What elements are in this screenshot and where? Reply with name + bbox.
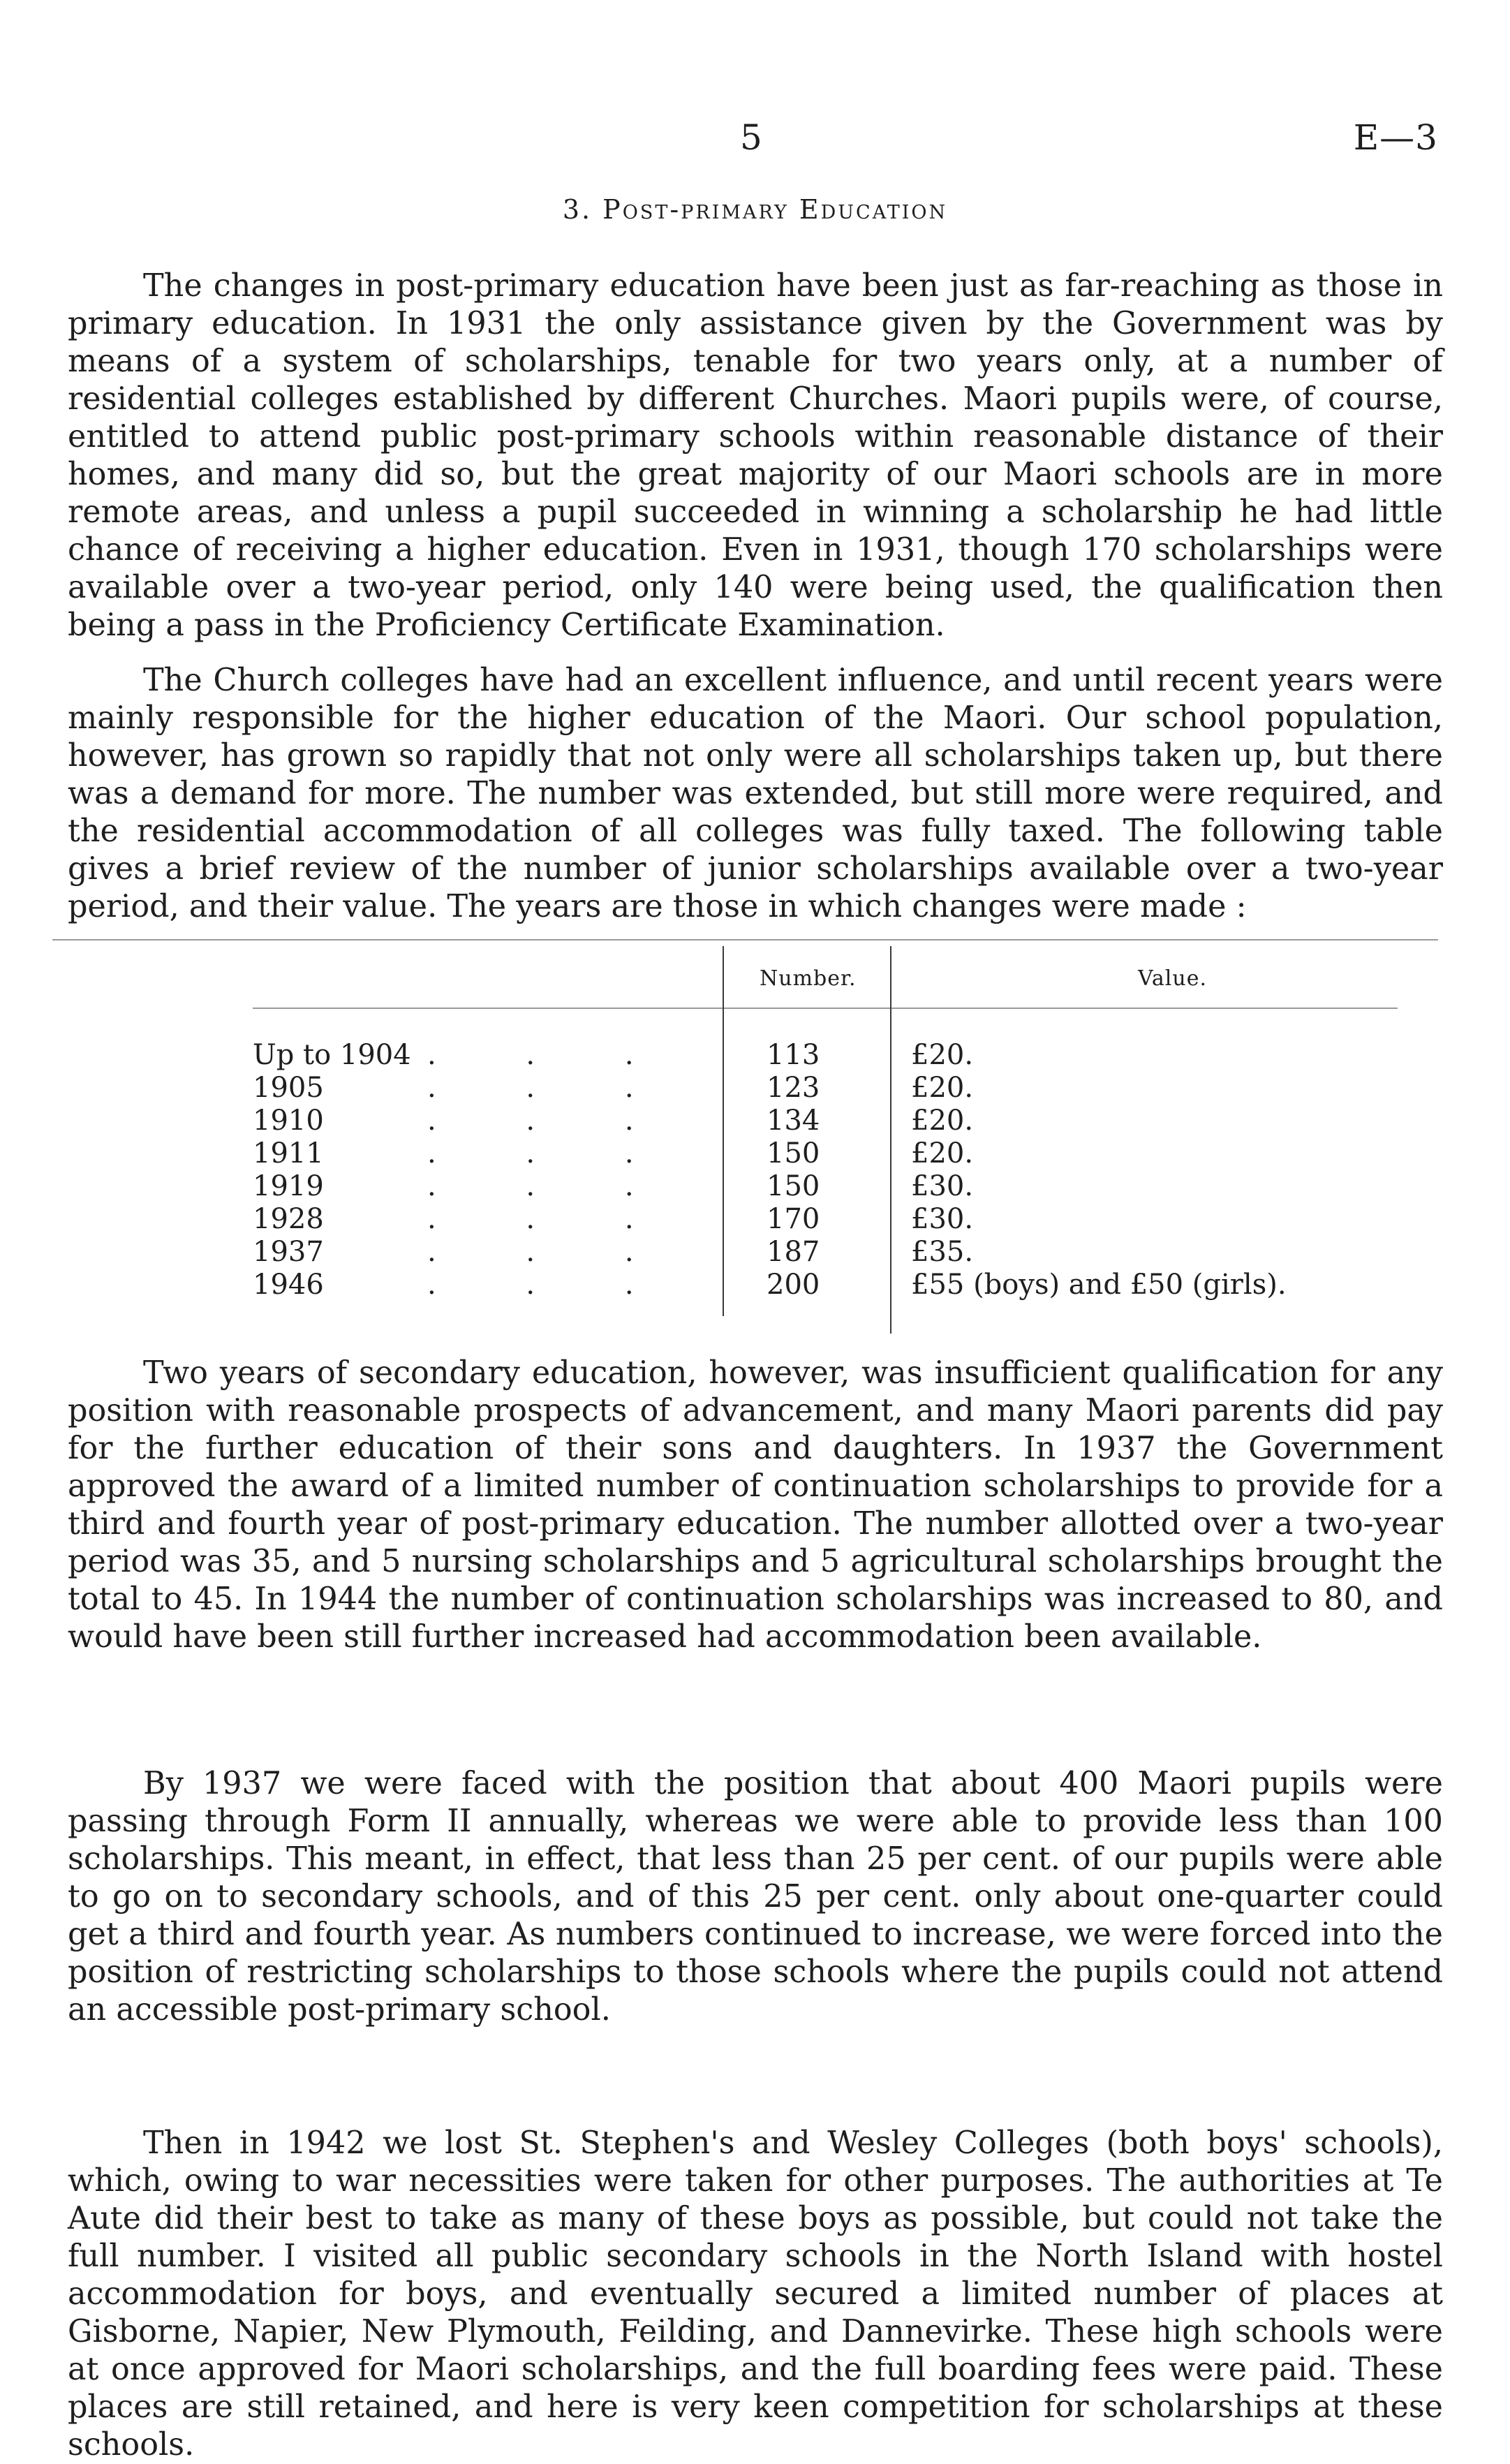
leader-dots: . . . (427, 1236, 674, 1268)
table-column-rule-right (890, 946, 891, 1334)
table-row (0, 1236, 1510, 1267)
paragraph-continuation-scholarships: Two years of secondary education, however, was insufficient qualification for any position with reasonable prospects of advancement, and many Maori parents did pay for the further education of their sons and daughters. In 1937 the Government approved the award of a limited number of continuation scholarships to provide for a third and fourth year of post-primary education. The number allotted over a two-year period was 35, and 5 nursing scholarships and 5 agricultural scholarships brought the total to 45. In 1944 the number of continuation scholarships was increased to 80, and would have been still further increased had accommodation been available. (68, 1355, 1443, 1655)
table-row (0, 1137, 1510, 1168)
leader-dots: . . . (427, 1105, 674, 1137)
row-value: £20. (911, 1072, 974, 1104)
row-number: 150 (767, 1170, 820, 1202)
table-top-rule (52, 939, 1438, 940)
table-row (0, 1039, 1510, 1070)
row-number: 200 (767, 1269, 820, 1301)
row-value: £55 (boys) and £50 (girls). (911, 1269, 1287, 1301)
row-year: 1928 (253, 1203, 324, 1235)
leader-dots: . . . (427, 1203, 674, 1235)
row-value: £35. (911, 1236, 974, 1268)
row-value: £20. (911, 1039, 974, 1071)
leader-dots: . . . (427, 1039, 674, 1071)
row-year: 1919 (253, 1170, 324, 1202)
row-value: £20. (911, 1105, 974, 1137)
paragraph-church-colleges: The Church colleges have had an excellent influence, and until recent years were mainly responsible for the higher education of the Maori. Our school population, however, has grown so rapidly that not only were all scholarships taken up, but there was a demand for more. The number was extended, but still more were required, and the residential accommodation of all colleges was fully taxed. The following table gives a brief review of the number of junior scholarships available over a two-year period, and their value. The years are those in which changes were made : (68, 663, 1443, 924)
row-value: £30. (911, 1170, 974, 1202)
leader-dots: . . . (427, 1269, 674, 1301)
table-header-rule (253, 1008, 1398, 1009)
table-row (0, 1072, 1510, 1102)
table-row (0, 1269, 1510, 1299)
table-header-value: Value. (1138, 966, 1208, 991)
table-header-number: Number. (760, 966, 857, 991)
paragraph-lost-colleges: Then in 1942 we lost St. Stephen's and Wesley Colleges (both boys' schools), which, owing to war necessities were taken for other purposes. The authorities at Te Aute did their best to take as many of these boys as possible, but could not take the full number. I visited all public secondary schools in the North Island with hostel accommodation for boys, and eventually secured a limited number of places at Gisborne, Napier, New Plymouth, Feilding, and Dannevirke. These high schools were at once approved for Maori scholarships, and the full boarding fees were paid. These places are still retained, and here is very keen competition for scholarships at these schools. (68, 2125, 1443, 2463)
table-row (0, 1170, 1510, 1201)
section-heading: 3. Post-primary Education (562, 194, 948, 225)
row-year: 1910 (253, 1105, 324, 1137)
row-number: 170 (767, 1203, 820, 1235)
row-year: Up to 1904 (253, 1039, 411, 1071)
row-number: 113 (767, 1039, 820, 1071)
leader-dots: . . . (427, 1170, 674, 1202)
table-row (0, 1105, 1510, 1135)
row-number: 134 (767, 1105, 820, 1137)
leader-dots: . . . (427, 1137, 674, 1170)
leader-dots: . . . (427, 1072, 674, 1104)
row-number: 187 (767, 1236, 820, 1268)
row-number: 150 (767, 1137, 820, 1170)
document-reference: E—3 (1353, 117, 1438, 158)
table-column-rule-left (723, 946, 724, 1316)
row-year: 1946 (253, 1269, 324, 1301)
row-year: 1937 (253, 1236, 324, 1268)
row-year: 1911 (253, 1137, 324, 1170)
row-year: 1905 (253, 1072, 324, 1104)
page-number: 5 (740, 117, 762, 158)
row-value: £20. (911, 1137, 974, 1170)
row-value: £30. (911, 1203, 974, 1235)
paragraph-restricting-scholarships: By 1937 we were faced with the position that about 400 Maori pupils were passing through Form II annually, whereas we were able to provide less than 100 scholarships. This meant, in effect, that less than 25 per cent. of our pupils were able to go on to secondary schools, and of this 25 per cent. only about one-quarter could get a third and fourth year. As numbers continued to increase, we were forced into the position of restricting scholarships to those schools where the pupils could not attend an accessible post-primary school. (68, 1766, 1443, 2028)
table-row (0, 1203, 1510, 1234)
row-number: 123 (767, 1072, 820, 1104)
paragraph-post-primary-changes: The changes in post-primary education have been just as far-reaching as those in primary education. In 1931 the only assistance given by the Government was by means of a system of scholarships, tenable for two years only, at a number of residential colleges established by different Churches. Maori pupils were, of course, entitled to attend public post-primary schools within reasonable distance of their homes, and many did so, but the great majority of our Maori schools are in more remote areas, and unless a pupil succeeded in winning a scholarship he had little chance of receiving a higher education. Even in 1931, though 170 scholarships were available over a two-year period, only 140 were being used, the qualification then being a pass in the Proficiency Certificate Examination. (68, 268, 1443, 643)
